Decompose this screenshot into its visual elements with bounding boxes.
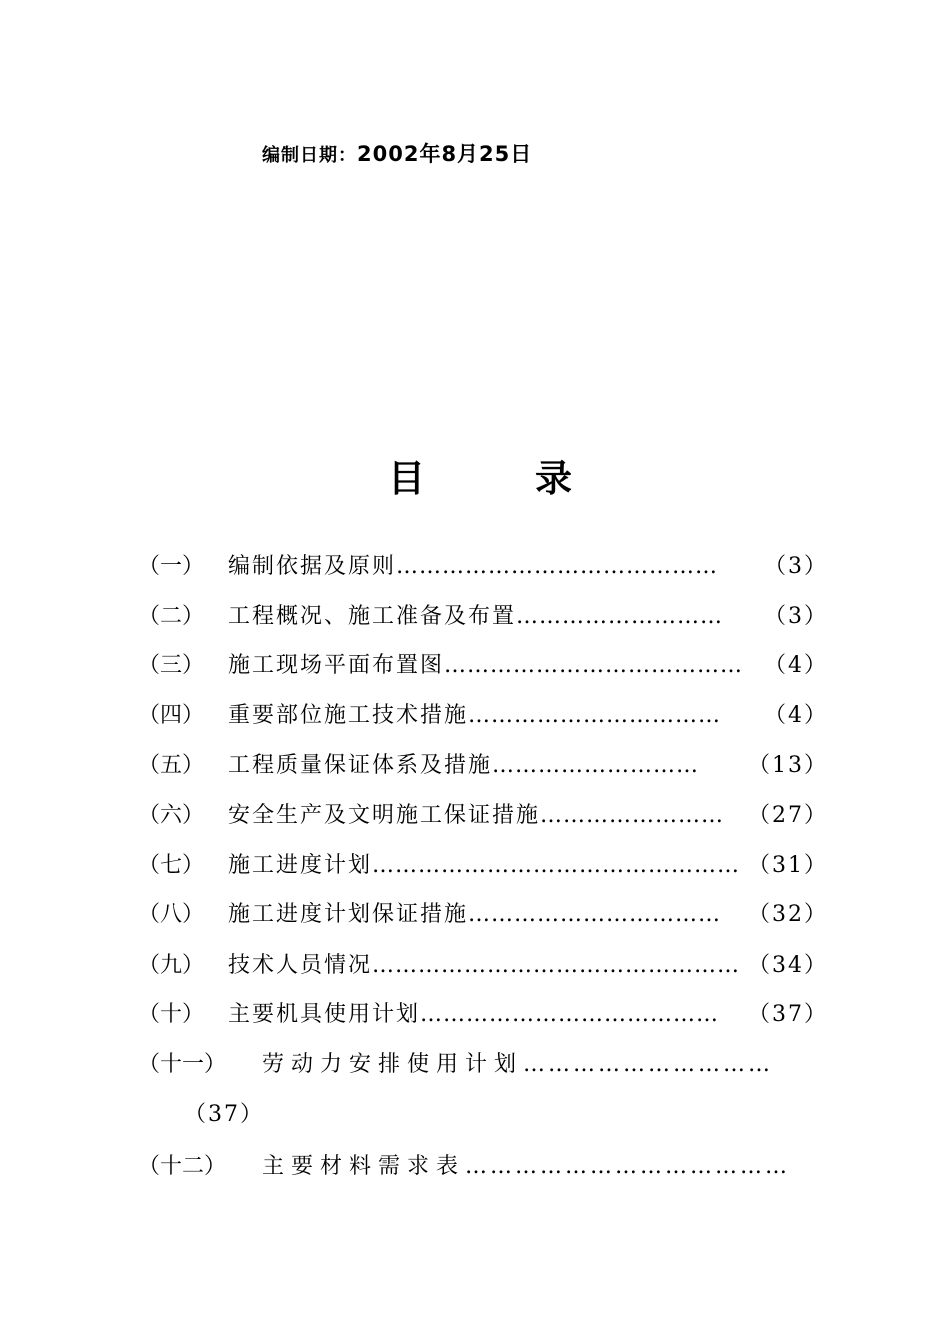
toc-entry-title: 主要机具使用计划 bbox=[228, 1002, 421, 1027]
toc-entry-title: 施工进度计划 bbox=[228, 853, 373, 878]
toc-entry-3[interactable] bbox=[138, 650, 828, 682]
toc-entry-title: 安全生产及文明施工保证措施 bbox=[228, 803, 541, 828]
toc-entry-leader: ……………………… bbox=[516, 604, 724, 629]
toc-entry-number: （十） bbox=[138, 1002, 205, 1027]
toc-entry-leader: ………………………………………… bbox=[372, 953, 741, 978]
toc-entry-number: （二） bbox=[138, 604, 205, 629]
toc-entry-number: （六） bbox=[138, 803, 205, 828]
toc-entry-page: （32） bbox=[748, 902, 828, 927]
toc-entry-title: 技术人员情况 bbox=[228, 953, 373, 978]
toc-entry-9[interactable] bbox=[138, 950, 828, 982]
toc-entry-page: （4） bbox=[764, 703, 828, 728]
toc-entry-page: （34） bbox=[748, 953, 828, 978]
compile-date-label: 编制日期： bbox=[262, 145, 357, 166]
toc-entry-6[interactable] bbox=[138, 800, 828, 832]
toc-entry-title: 主要材料需求表 bbox=[262, 1154, 466, 1179]
toc-entry-12[interactable] bbox=[138, 1151, 828, 1183]
toc-entry-page: （31） bbox=[748, 853, 828, 878]
toc-entry-title: 重要部位施工技术措施 bbox=[228, 703, 469, 728]
toc-title-char-2: 录 bbox=[535, 457, 572, 500]
toc-entry-title: 工程概况、施工准备及布置 bbox=[228, 604, 517, 629]
toc-entry-leader: …………………… bbox=[540, 803, 725, 828]
toc-entry-leader: …………………………… bbox=[468, 902, 722, 927]
toc-entry-1[interactable] bbox=[138, 551, 828, 583]
toc-entry-number: （十一） bbox=[138, 1052, 227, 1077]
compile-date-value: 2002年8月25日 bbox=[357, 142, 533, 166]
compile-date bbox=[262, 138, 532, 168]
toc-entry-7[interactable] bbox=[138, 850, 828, 882]
toc-title-char-1: 目 bbox=[388, 457, 425, 500]
toc-entry-number: （八） bbox=[138, 902, 205, 927]
toc-entry-title: 施工进度计划保证措施 bbox=[228, 902, 469, 927]
toc-entry-8[interactable] bbox=[138, 899, 828, 931]
toc-entry-page: （3） bbox=[764, 604, 828, 629]
toc-entry-leader: ………………………………… bbox=[465, 1154, 791, 1179]
toc-entry-page: （37） bbox=[748, 1002, 828, 1027]
toc-entry-number: （七） bbox=[138, 853, 205, 878]
toc-entry-leader: …………………………… bbox=[468, 703, 722, 728]
toc-entry-page: （4） bbox=[764, 653, 828, 678]
toc-entry-number: （四） bbox=[138, 703, 205, 728]
toc-entry-leader: ………………………………… bbox=[420, 1002, 720, 1027]
toc-entry-page: （27） bbox=[748, 803, 828, 828]
toc-entry-10[interactable] bbox=[138, 999, 828, 1031]
toc-entry-leader: ………………………………… bbox=[444, 653, 744, 678]
toc-entry-leader: …………………………………… bbox=[396, 554, 719, 579]
toc-entry-number: （三） bbox=[138, 653, 205, 678]
toc-entry-4[interactable] bbox=[138, 700, 828, 732]
toc-entry-page: （3） bbox=[764, 554, 828, 579]
toc-entry-leader: ………………………… bbox=[523, 1052, 774, 1077]
toc-entry-title: 工程质量保证体系及措施 bbox=[228, 753, 493, 778]
toc-entry-5[interactable] bbox=[138, 750, 828, 782]
toc-entry-11-page: （37） bbox=[184, 1102, 264, 1127]
toc-entry-number: （十二） bbox=[138, 1154, 227, 1179]
toc-title bbox=[388, 448, 572, 502]
toc-entry-leader: ………………………………………… bbox=[372, 853, 741, 878]
toc-entry-title: 劳动力安排使用计划 bbox=[262, 1052, 524, 1077]
toc-entry-title: 施工现场平面布置图 bbox=[228, 653, 445, 678]
toc-entry-leader: ……………………… bbox=[492, 753, 700, 778]
toc-entry-2[interactable] bbox=[138, 601, 828, 633]
toc-entry-11[interactable] bbox=[138, 1049, 828, 1081]
toc-entry-number: （一） bbox=[138, 554, 205, 579]
toc-entry-number: （九） bbox=[138, 953, 205, 978]
toc-entry-number: （五） bbox=[138, 753, 205, 778]
toc-entry-title: 编制依据及原则 bbox=[228, 554, 397, 579]
toc-entry-page: （13） bbox=[748, 753, 828, 778]
